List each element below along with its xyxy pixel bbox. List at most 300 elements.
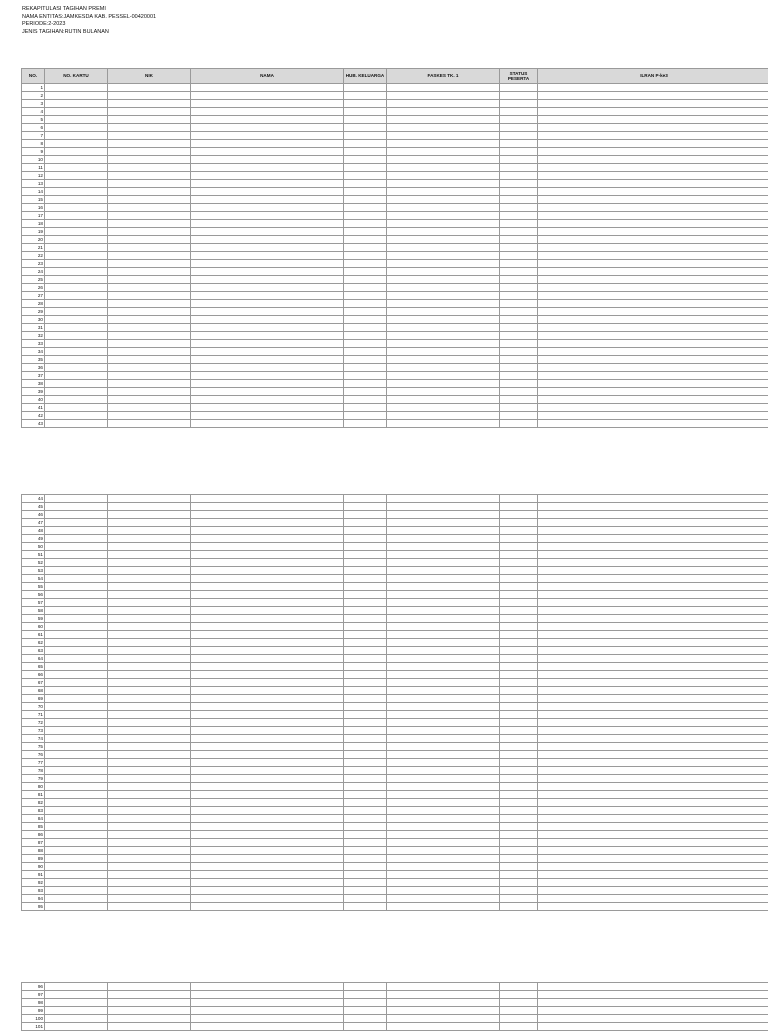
cell-nik — [108, 164, 191, 172]
cell-nama — [191, 132, 344, 140]
cell-no: 32 — [22, 332, 45, 340]
cell-nama — [191, 775, 344, 783]
cell-nik — [108, 300, 191, 308]
table-row — [22, 567, 768, 575]
cell-status — [500, 711, 538, 719]
entity-name: NAMA ENTITAS:JAMKESDA KAB. PESSEL-00420001 — [22, 14, 156, 22]
cell-kartu — [45, 316, 108, 324]
cell-hub — [344, 839, 387, 847]
cell-no: 30 — [22, 316, 45, 324]
cell-alamat — [538, 164, 768, 172]
cell-status — [500, 543, 538, 551]
cell-no: 27 — [22, 292, 45, 300]
cell-nama — [191, 631, 344, 639]
table-row — [22, 420, 768, 428]
cell-kartu — [45, 679, 108, 687]
cell-faskes — [387, 116, 500, 124]
cell-faskes — [387, 831, 500, 839]
table-row — [22, 180, 768, 188]
cell-kartu — [45, 308, 108, 316]
cell-hub — [344, 148, 387, 156]
cell-status — [500, 124, 538, 132]
cell-faskes — [387, 743, 500, 751]
cell-alamat — [538, 695, 768, 703]
cell-no: 18 — [22, 220, 45, 228]
cell-nama — [191, 735, 344, 743]
column-header-faskes: FASKES TK. 1 — [387, 69, 500, 84]
cell-alamat — [538, 276, 768, 284]
cell-alamat — [538, 551, 768, 559]
cell-kartu — [45, 1007, 108, 1015]
cell-faskes — [387, 671, 500, 679]
cell-faskes — [387, 655, 500, 663]
cell-hub — [344, 551, 387, 559]
cell-kartu — [45, 567, 108, 575]
cell-status — [500, 575, 538, 583]
cell-nama — [191, 839, 344, 847]
table-row — [22, 575, 768, 583]
cell-alamat — [538, 260, 768, 268]
cell-no: 58 — [22, 607, 45, 615]
cell-no: 60 — [22, 623, 45, 631]
cell-no: 51 — [22, 551, 45, 559]
cell-status — [500, 775, 538, 783]
cell-faskes — [387, 164, 500, 172]
cell-hub — [344, 807, 387, 815]
cell-kartu — [45, 607, 108, 615]
cell-status — [500, 348, 538, 356]
cell-kartu — [45, 84, 108, 92]
cell-status — [500, 292, 538, 300]
cell-faskes — [387, 380, 500, 388]
cell-faskes — [387, 404, 500, 412]
cell-status — [500, 719, 538, 727]
cell-nik — [108, 316, 191, 324]
cell-kartu — [45, 380, 108, 388]
cell-hub — [344, 503, 387, 511]
cell-no: 13 — [22, 180, 45, 188]
cell-hub — [344, 420, 387, 428]
cell-nik — [108, 791, 191, 799]
cell-alamat — [538, 116, 768, 124]
cell-hub — [344, 727, 387, 735]
cell-status — [500, 404, 538, 412]
cell-nik — [108, 591, 191, 599]
cell-nik — [108, 703, 191, 711]
table-row — [22, 647, 768, 655]
cell-status — [500, 807, 538, 815]
cell-alamat — [538, 895, 768, 903]
cell-faskes — [387, 332, 500, 340]
cell-nama — [191, 543, 344, 551]
cell-status — [500, 260, 538, 268]
cell-status — [500, 503, 538, 511]
cell-faskes — [387, 396, 500, 404]
table-row — [22, 324, 768, 332]
cell-nama — [191, 332, 344, 340]
cell-nama — [191, 895, 344, 903]
cell-status — [500, 727, 538, 735]
cell-no: 91 — [22, 871, 45, 879]
cell-no: 100 — [22, 1015, 45, 1023]
table-row — [22, 991, 768, 999]
period: PERIODE:2-2023 — [22, 21, 156, 29]
cell-no: 88 — [22, 847, 45, 855]
cell-faskes — [387, 260, 500, 268]
cell-status — [500, 639, 538, 647]
cell-hub — [344, 623, 387, 631]
cell-hub — [344, 887, 387, 895]
cell-hub — [344, 671, 387, 679]
cell-hub — [344, 815, 387, 823]
cell-no: 71 — [22, 711, 45, 719]
cell-no: 2 — [22, 92, 45, 100]
table-row — [22, 727, 768, 735]
cell-kartu — [45, 855, 108, 863]
cell-hub — [344, 791, 387, 799]
cell-nik — [108, 631, 191, 639]
cell-hub — [344, 527, 387, 535]
cell-nik — [108, 983, 191, 991]
cell-nik — [108, 372, 191, 380]
cell-nik — [108, 775, 191, 783]
cell-alamat — [538, 495, 768, 503]
cell-nik — [108, 388, 191, 396]
cell-hub — [344, 300, 387, 308]
cell-status — [500, 767, 538, 775]
cell-faskes — [387, 823, 500, 831]
cell-hub — [344, 655, 387, 663]
cell-status — [500, 903, 538, 911]
cell-status — [500, 839, 538, 847]
cell-kartu — [45, 332, 108, 340]
table-row — [22, 92, 768, 100]
cell-no: 34 — [22, 348, 45, 356]
cell-no: 77 — [22, 759, 45, 767]
cell-status — [500, 204, 538, 212]
cell-alamat — [538, 356, 768, 364]
cell-hub — [344, 164, 387, 172]
cell-nama — [191, 591, 344, 599]
cell-kartu — [45, 519, 108, 527]
cell-hub — [344, 599, 387, 607]
cell-no: 94 — [22, 895, 45, 903]
table-row — [22, 332, 768, 340]
cell-hub — [344, 172, 387, 180]
cell-hub — [344, 236, 387, 244]
cell-hub — [344, 204, 387, 212]
cell-nik — [108, 727, 191, 735]
cell-hub — [344, 380, 387, 388]
cell-no: 49 — [22, 535, 45, 543]
cell-no: 90 — [22, 863, 45, 871]
cell-kartu — [45, 655, 108, 663]
table-row — [22, 655, 768, 663]
cell-alamat — [538, 204, 768, 212]
cell-faskes — [387, 503, 500, 511]
cell-nik — [108, 92, 191, 100]
cell-alamat — [538, 847, 768, 855]
cell-hub — [344, 92, 387, 100]
cell-nik — [108, 599, 191, 607]
cell-hub — [344, 855, 387, 863]
cell-no: 6 — [22, 124, 45, 132]
cell-no: 54 — [22, 575, 45, 583]
table-row — [22, 100, 768, 108]
cell-faskes — [387, 679, 500, 687]
cell-faskes — [387, 551, 500, 559]
cell-alamat — [538, 583, 768, 591]
cell-alamat — [538, 1007, 768, 1015]
cell-faskes — [387, 999, 500, 1007]
cell-faskes — [387, 631, 500, 639]
cell-no: 81 — [22, 791, 45, 799]
cell-no: 99 — [22, 1007, 45, 1015]
cell-kartu — [45, 551, 108, 559]
cell-kartu — [45, 823, 108, 831]
cell-nama — [191, 743, 344, 751]
cell-nama — [191, 420, 344, 428]
cell-status — [500, 316, 538, 324]
cell-kartu — [45, 871, 108, 879]
cell-kartu — [45, 503, 108, 511]
table-row — [22, 871, 768, 879]
table-row — [22, 679, 768, 687]
cell-nama — [191, 879, 344, 887]
cell-status — [500, 999, 538, 1007]
cell-kartu — [45, 356, 108, 364]
cell-nama — [191, 559, 344, 567]
cell-hub — [344, 220, 387, 228]
cell-no: 38 — [22, 380, 45, 388]
cell-kartu — [45, 559, 108, 567]
cell-faskes — [387, 244, 500, 252]
cell-nik — [108, 380, 191, 388]
cell-hub — [344, 244, 387, 252]
cell-faskes — [387, 519, 500, 527]
cell-hub — [344, 583, 387, 591]
cell-no: 65 — [22, 663, 45, 671]
cell-nik — [108, 188, 191, 196]
cell-alamat — [538, 196, 768, 204]
cell-kartu — [45, 615, 108, 623]
cell-nama — [191, 84, 344, 92]
cell-kartu — [45, 164, 108, 172]
cell-nama — [191, 983, 344, 991]
cell-hub — [344, 767, 387, 775]
cell-kartu — [45, 759, 108, 767]
cell-alamat — [538, 108, 768, 116]
cell-faskes — [387, 871, 500, 879]
table-row — [22, 831, 768, 839]
cell-nik — [108, 124, 191, 132]
cell-nama — [191, 551, 344, 559]
cell-kartu — [45, 815, 108, 823]
cell-no: 25 — [22, 276, 45, 284]
cell-nik — [108, 420, 191, 428]
cell-alamat — [538, 751, 768, 759]
cell-nama — [191, 607, 344, 615]
cell-kartu — [45, 156, 108, 164]
cell-faskes — [387, 420, 500, 428]
cell-status — [500, 895, 538, 903]
cell-kartu — [45, 703, 108, 711]
table-row — [22, 807, 768, 815]
cell-faskes — [387, 751, 500, 759]
cell-alamat — [538, 639, 768, 647]
cell-faskes — [387, 412, 500, 420]
cell-kartu — [45, 735, 108, 743]
cell-no: 47 — [22, 519, 45, 527]
cell-status — [500, 324, 538, 332]
cell-no: 24 — [22, 268, 45, 276]
cell-no: 79 — [22, 775, 45, 783]
cell-alamat — [538, 671, 768, 679]
cell-faskes — [387, 300, 500, 308]
cell-status — [500, 220, 538, 228]
cell-no: 75 — [22, 743, 45, 751]
table-row — [22, 196, 768, 204]
cell-alamat — [538, 567, 768, 575]
table-row — [22, 703, 768, 711]
cell-kartu — [45, 879, 108, 887]
cell-faskes — [387, 324, 500, 332]
cell-no: 61 — [22, 631, 45, 639]
cell-nik — [108, 244, 191, 252]
cell-status — [500, 92, 538, 100]
cell-nama — [191, 711, 344, 719]
cell-status — [500, 495, 538, 503]
table-row — [22, 396, 768, 404]
cell-nama — [191, 260, 344, 268]
cell-nik — [108, 647, 191, 655]
cell-hub — [344, 719, 387, 727]
cell-no: 68 — [22, 687, 45, 695]
cell-nik — [108, 879, 191, 887]
cell-nama — [191, 396, 344, 404]
cell-alamat — [538, 124, 768, 132]
cell-hub — [344, 228, 387, 236]
cell-status — [500, 519, 538, 527]
cell-kartu — [45, 348, 108, 356]
cell-hub — [344, 871, 387, 879]
cell-hub — [344, 695, 387, 703]
table-row — [22, 711, 768, 719]
cell-no: 73 — [22, 727, 45, 735]
cell-status — [500, 116, 538, 124]
cell-faskes — [387, 148, 500, 156]
cell-nama — [191, 671, 344, 679]
cell-alamat — [538, 791, 768, 799]
table-row — [22, 527, 768, 535]
cell-faskes — [387, 284, 500, 292]
table-row — [22, 188, 768, 196]
cell-alamat — [538, 999, 768, 1007]
cell-faskes — [387, 535, 500, 543]
cell-alamat — [538, 268, 768, 276]
table-row — [22, 767, 768, 775]
table-row — [22, 164, 768, 172]
premium-table-block-2 — [21, 494, 768, 911]
table-row — [22, 903, 768, 911]
cell-alamat — [538, 887, 768, 895]
cell-kartu — [45, 268, 108, 276]
cell-kartu — [45, 775, 108, 783]
cell-faskes — [387, 92, 500, 100]
cell-no: 66 — [22, 671, 45, 679]
cell-nik — [108, 356, 191, 364]
table-row — [22, 348, 768, 356]
cell-nama — [191, 999, 344, 1007]
premium-table-block-1 — [21, 68, 768, 428]
cell-alamat — [538, 727, 768, 735]
cell-nik — [108, 655, 191, 663]
cell-kartu — [45, 220, 108, 228]
cell-alamat — [538, 228, 768, 236]
cell-status — [500, 356, 538, 364]
cell-faskes — [387, 623, 500, 631]
cell-kartu — [45, 591, 108, 599]
cell-faskes — [387, 196, 500, 204]
cell-status — [500, 783, 538, 791]
cell-hub — [344, 308, 387, 316]
cell-no: 19 — [22, 228, 45, 236]
cell-kartu — [45, 388, 108, 396]
cell-nama — [191, 356, 344, 364]
cell-status — [500, 647, 538, 655]
cell-faskes — [387, 615, 500, 623]
table-row — [22, 631, 768, 639]
table-row — [22, 252, 768, 260]
table-row — [22, 268, 768, 276]
cell-faskes — [387, 607, 500, 615]
cell-faskes — [387, 212, 500, 220]
cell-faskes — [387, 895, 500, 903]
cell-faskes — [387, 252, 500, 260]
table-row — [22, 879, 768, 887]
cell-nik — [108, 871, 191, 879]
table-row — [22, 695, 768, 703]
cell-nama — [191, 1015, 344, 1023]
cell-faskes — [387, 316, 500, 324]
cell-no: 23 — [22, 260, 45, 268]
cell-nik — [108, 719, 191, 727]
cell-nama — [191, 300, 344, 308]
cell-alamat — [538, 132, 768, 140]
cell-alamat — [538, 863, 768, 871]
cell-alamat — [538, 308, 768, 316]
cell-status — [500, 332, 538, 340]
cell-nik — [108, 551, 191, 559]
cell-nik — [108, 172, 191, 180]
cell-status — [500, 759, 538, 767]
cell-kartu — [45, 727, 108, 735]
table-row — [22, 124, 768, 132]
cell-alamat — [538, 380, 768, 388]
cell-nik — [108, 108, 191, 116]
cell-faskes — [387, 180, 500, 188]
cell-status — [500, 815, 538, 823]
cell-kartu — [45, 767, 108, 775]
table-row — [22, 543, 768, 551]
cell-nama — [191, 316, 344, 324]
column-header-nama: NAMA — [191, 69, 344, 84]
cell-status — [500, 695, 538, 703]
cell-nik — [108, 220, 191, 228]
table-row — [22, 300, 768, 308]
cell-kartu — [45, 108, 108, 116]
table-row — [22, 591, 768, 599]
